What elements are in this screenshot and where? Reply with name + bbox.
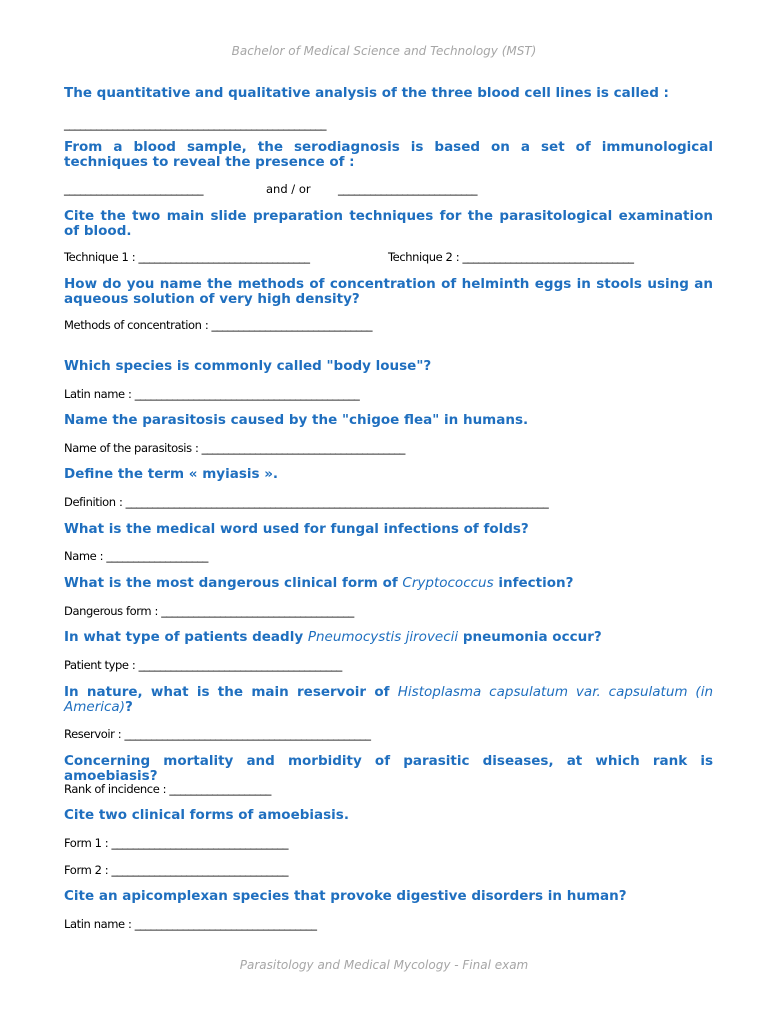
dangerous-form-field[interactable]: Dangerous form : ____________________________________ <box>64 604 354 618</box>
question-7: Define the term « myiasis ». <box>64 466 279 482</box>
question-13: Cite two clinical forms of amoebiasis. <box>64 807 349 823</box>
question-6: Name the parasitosis caused by the "chigoe flea" in humans. <box>64 412 529 428</box>
page-header: Bachelor of Medical Science and Technology (MST) <box>231 44 537 58</box>
question-1: The quantitative and qualitative analysis of the three blood cell lines is called : <box>64 85 669 101</box>
question-11: In nature, what is the main reservoir of Histoplasma capsulatum var. capsulatum (in America)? <box>64 684 713 715</box>
question-9: What is the most dangerous clinical form of Cryptococcus infection? <box>64 575 574 591</box>
pneumocystis-term: Pneumocystis jirovecii <box>307 629 459 645</box>
definition-field[interactable]: Definition : _______________________________________________________________________________ <box>64 495 549 509</box>
answer-blank-2b[interactable]: __________________________ <box>338 182 478 196</box>
question-2: From a blood sample, the serodiagnosis is based on a set of immunological techniques to reveal the presence of : <box>64 139 713 170</box>
reservoir-field[interactable]: Reservoir : ______________________________________________ <box>64 727 371 741</box>
patient-type-field[interactable]: Patient type : ______________________________________ <box>64 658 342 672</box>
question-3: Cite the two main slide preparation techniques for the parasitological examination of blood. <box>64 208 713 239</box>
question-5: Which species is commonly called "body louse"? <box>64 358 432 374</box>
answer-line-1[interactable]: _________________________________________________ <box>64 117 327 131</box>
page-footer: Parasitology and Medical Mycology - Final exam <box>239 958 529 972</box>
technique-1-field[interactable]: Technique 1 : ________________________________ <box>64 250 310 264</box>
answer-blank-2a[interactable]: __________________________ <box>64 182 204 196</box>
latin-name-field[interactable]: Latin name : __________________________________________ <box>64 387 360 401</box>
rank-field[interactable]: Rank of incidence : ___________________ <box>64 782 272 796</box>
fungal-name-field[interactable]: Name : ___________________ <box>64 549 208 563</box>
histoplasma-term: Histoplasma capsulatum var. capsulatum (in America) <box>64 684 713 715</box>
form-1-field[interactable]: Form 1 : _________________________________ <box>64 836 289 850</box>
concentration-methods-field[interactable]: Methods of concentration : ______________________________ <box>64 318 373 332</box>
and-or-label: and / or <box>266 182 311 196</box>
question-8: What is the medical word used for fungal infections of folds? <box>64 521 529 537</box>
apicomplexan-latin-name-field[interactable]: Latin name : __________________________________ <box>64 917 317 931</box>
question-10: In what type of patients deadly Pneumocystis jirovecii pneumonia occur? <box>64 629 602 645</box>
cryptococcus-term: Cryptococcus <box>402 575 494 591</box>
parasitosis-name-field[interactable]: Name of the parasitosis : ______________________________________ <box>64 441 405 455</box>
question-4: How do you name the methods of concentration of helminth eggs in stools using an aqueous solution of very high density? <box>64 276 713 307</box>
form-2-field[interactable]: Form 2 : _________________________________ <box>64 863 289 877</box>
question-14: Cite an apicomplexan species that provoke digestive disorders in human? <box>64 888 627 904</box>
technique-2-field[interactable]: Technique 2 : ________________________________ <box>388 250 634 264</box>
question-12: Concerning mortality and morbidity of parasitic diseases, at which rank is amoebiasis? <box>64 753 713 784</box>
